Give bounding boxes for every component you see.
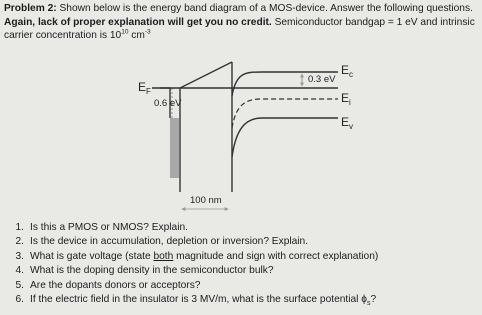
question-item bbox=[6, 235, 476, 249]
intrinsic-level-label: $E_i$ bbox=[341, 91, 351, 107]
question-number: 5. bbox=[15, 279, 24, 291]
valence-band-curve bbox=[232, 118, 338, 157]
question-item bbox=[6, 264, 476, 278]
question-number: 1. bbox=[15, 222, 24, 233]
question-number: 3. bbox=[15, 250, 24, 262]
question-number: 2. bbox=[15, 236, 24, 248]
question-text-start: If the electric field in the insulator is 3 MV/m, what is the surface potential bbox=[30, 294, 362, 306]
oxide-width-label: 100 nm bbox=[190, 195, 222, 206]
question-number: 4. bbox=[15, 265, 24, 277]
oxide-conduction-edge bbox=[180, 62, 232, 118]
question-text: Are the dopants donors or acceptors? bbox=[30, 279, 201, 291]
gate-drop-label: 0.6 eV bbox=[154, 98, 182, 109]
question-item bbox=[6, 279, 476, 293]
bandgap-text: Semiconductor bandgap = 1 eV and intrinsic bbox=[274, 16, 475, 28]
question-text-end: magnitude and sign with correct explanation) bbox=[173, 250, 379, 262]
surface-energy-label: 0.3 eV bbox=[308, 74, 336, 85]
question-item bbox=[6, 250, 476, 264]
carrier-concentration-exponent: 10 bbox=[121, 28, 129, 36]
question-item bbox=[6, 221, 476, 235]
conduction-band-label: $E_c$ bbox=[341, 63, 354, 79]
question-list bbox=[6, 221, 476, 311]
problem-intro-text: Shown below is the energy band diagram of a MOS-device. Answer the following questions. bbox=[59, 3, 473, 14]
question-text: What is the doping density in the semiconductor bulk? bbox=[30, 265, 274, 277]
problem-label: Problem 2: bbox=[4, 3, 57, 14]
carrier-concentration-unit: cm bbox=[131, 30, 145, 41]
valence-band-label: $E_v$ bbox=[341, 115, 354, 131]
question-text-end: ? bbox=[370, 294, 377, 306]
gate-electrode bbox=[170, 118, 179, 178]
carrier-concentration-text: carrier concentration is 10 bbox=[4, 30, 122, 41]
carrier-concentration-unit-exponent: -3 bbox=[144, 28, 151, 36]
surface-potential-symbol: ϕ bbox=[361, 294, 367, 306]
question-underlined-word: both bbox=[153, 250, 174, 262]
surface-potential-subscript: s bbox=[366, 300, 371, 308]
question-text: Is the device in accumulation, depletion or inversion? Explain. bbox=[30, 236, 309, 248]
fermi-level-label: $E_F$ bbox=[138, 80, 151, 96]
question-text: Is this a PMOS or NMOS? Explain. bbox=[30, 222, 188, 233]
credit-warning: Again, lack of proper explanation will get you no credit. bbox=[4, 16, 272, 28]
question-text-start: What is gate voltage (state bbox=[30, 250, 154, 262]
intrinsic-level-curve bbox=[232, 99, 338, 128]
question-number: 6. bbox=[15, 294, 24, 306]
question-item bbox=[6, 293, 476, 311]
